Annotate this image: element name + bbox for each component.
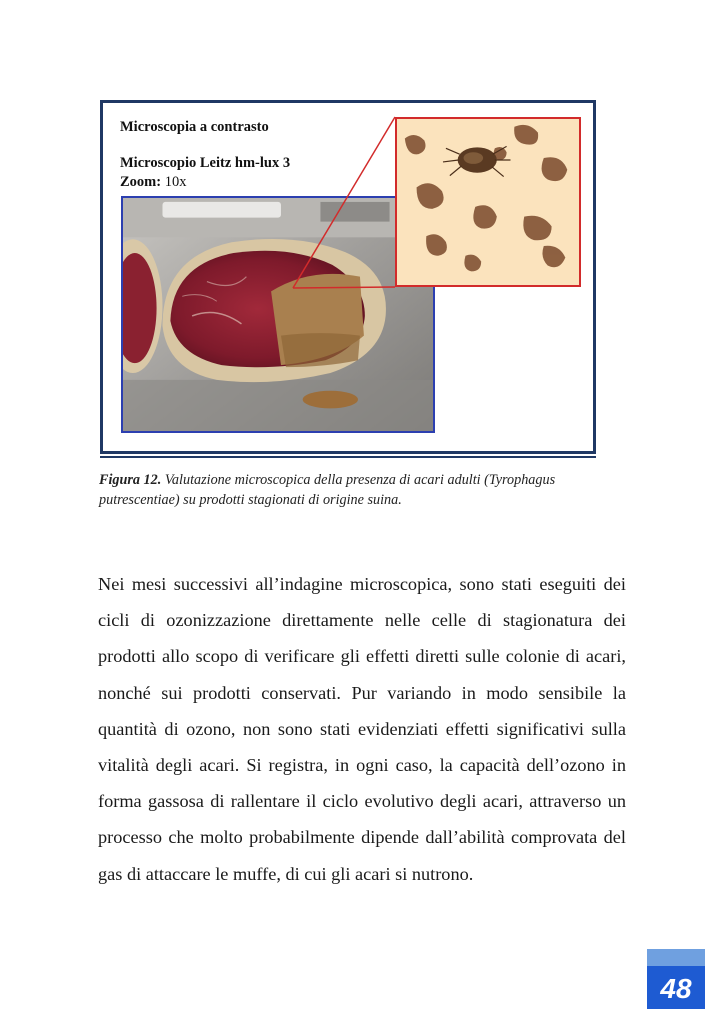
cured-meat-photo [121, 196, 435, 433]
microscope-model: Microscopio Leitz hm-lux 3 [120, 155, 291, 171]
microscope-inset [395, 117, 581, 287]
figure-frame [100, 100, 596, 454]
figure-caption [99, 470, 619, 510]
caption-text: Valutazione microscopica della presenza di acari adulti (Tyrophagus putrescentiae) su prodotti stagionati di origine suina. [99, 472, 556, 508]
caption-lead: Figura 12. [99, 472, 162, 488]
figure-title: Microscopia a contrasto [120, 119, 269, 135]
body-paragraph: Nei mesi successivi all’indagine microscopica, sono stati eseguiti dei cicli di ozonizzazione direttamente nelle celle di stagionatura dei prodotti allo scopo di verificare gli effetti diretti sulle colonie di acari, nonché sui prodotti conservati. Pur variando in modo sensibile la quantità di ozono, non sono stati evidenziati effetti significativi sulla vitalità degli acari. Si registra, in ogni caso, la capacità dell’ozono in forma gassosa di rallentare il ciclo evolutivo degli acari, attraverso un processo che molto probabilmente dipende dall’abilità comprovata del gas di attaccare le muffe, di cui gli acari si nutrono. [98, 574, 626, 884]
zoom-value: 10x [164, 174, 187, 190]
figure-bottom-rule [100, 456, 596, 458]
zoom-line [120, 174, 186, 191]
page-number: 48 [660, 973, 692, 1004]
zoom-label: Zoom: [120, 174, 162, 190]
